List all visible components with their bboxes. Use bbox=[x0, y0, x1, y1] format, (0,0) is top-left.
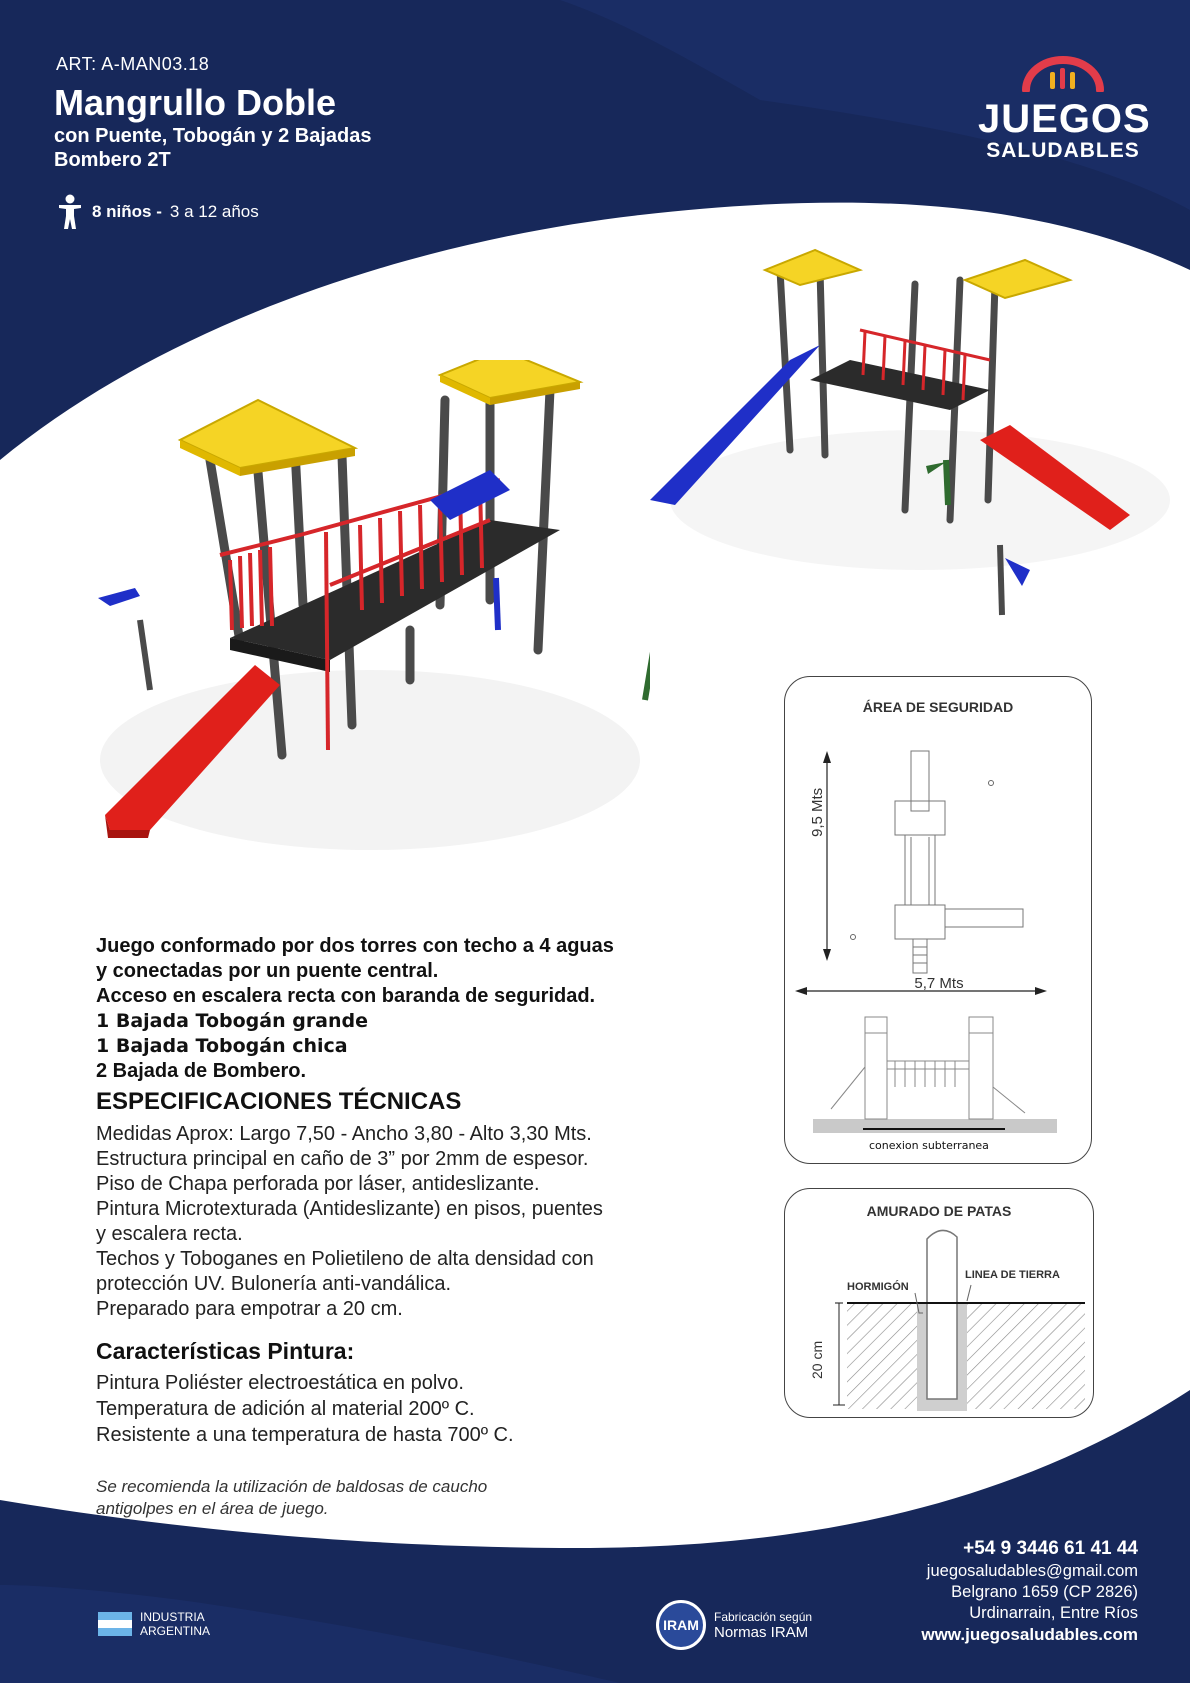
logo-word-saludables: SALUDABLES bbox=[986, 139, 1140, 162]
width-dimension-label: 5,7 Mts bbox=[914, 975, 964, 992]
spec-line: Estructura principal en caño de 3” por 2mm de espesor. bbox=[96, 1148, 589, 1170]
article-number: A-MAN03.18 bbox=[101, 54, 210, 74]
industria-argentina-badge bbox=[98, 1610, 210, 1638]
spec-line: Techos y Toboganes en Polietileno de alta densidad con bbox=[96, 1248, 594, 1270]
spec-line: protección UV. Bulonería anti-vandálica. bbox=[96, 1273, 452, 1295]
description-line-6: 2 Bajada de Bombero. bbox=[96, 1060, 307, 1082]
brand-logo bbox=[978, 56, 1151, 163]
subtitle-line-2: Bombero 2T bbox=[54, 149, 171, 171]
product-subtitle bbox=[54, 124, 474, 172]
description-line-4: 1 Bajada Tobogán grande bbox=[96, 1010, 369, 1032]
concrete-label: HORMIGÓN bbox=[847, 1281, 909, 1293]
spec-line: Medidas Aprox: Largo 7,50 - Ancho 3,80 - Alto 3,30 Mts. bbox=[96, 1123, 592, 1145]
spec-line: Preparado para empotrar a 20 cm. bbox=[96, 1298, 403, 1320]
note-line-1: Se recomienda la utilización de baldosas de caucho bbox=[96, 1477, 488, 1496]
specs-heading: ESPECIFICACIONES TÉCNICAS bbox=[96, 1088, 462, 1115]
connection-label: conexion subterranea bbox=[869, 1139, 989, 1152]
ground-line-label: LINEA DE TIERRA bbox=[965, 1269, 1060, 1281]
spec-line: Piso de Chapa perforada por láser, antideslizante. bbox=[96, 1173, 540, 1195]
description-line-2: y conectadas por un puente central. bbox=[96, 960, 439, 982]
depth-label: 20 cm bbox=[809, 1340, 825, 1379]
subtitle-line-1: con Puente, Tobogán y 2 Bajadas bbox=[54, 125, 372, 147]
paint-line: Temperatura de adición al material 200º C. bbox=[96, 1398, 475, 1420]
email-address[interactable]: juegosaludables@gmail.com bbox=[926, 1562, 1138, 1580]
spec-line: y escalera recta. bbox=[96, 1223, 243, 1245]
iram-line-1: Fabricación según bbox=[714, 1609, 813, 1624]
anchoring-title: AMURADO DE PATAS bbox=[866, 1203, 1012, 1219]
paint-line: Pintura Poliéster electroestática en polvo. bbox=[96, 1372, 464, 1394]
safety-area-diagram bbox=[785, 677, 1093, 1165]
logo-word-juegos: JUEGOS bbox=[978, 97, 1151, 141]
contact-info bbox=[921, 1536, 1138, 1645]
product-description bbox=[96, 934, 696, 1084]
description-line-1: Juego conformado por dos torres con techo a 4 aguas bbox=[96, 935, 614, 957]
playground-render-secondary bbox=[650, 240, 1170, 640]
safety-area-box bbox=[784, 676, 1092, 1164]
industry-line-1: INDUSTRIA bbox=[140, 1610, 205, 1624]
spec-line: Pintura Microtexturada (Antideslizante) en pisos, puentes bbox=[96, 1198, 603, 1220]
recommendation-note bbox=[96, 1476, 576, 1520]
child-icon bbox=[56, 194, 84, 230]
iram-certification bbox=[656, 1600, 812, 1650]
description-line-3: Acceso en escalera recta con baranda de seguridad. bbox=[96, 985, 596, 1007]
kids-count: 8 niños - bbox=[92, 202, 162, 221]
paint-line: Resistente a una temperatura de hasta 700º C. bbox=[96, 1424, 514, 1446]
phone-number[interactable]: +54 9 3446 61 41 44 bbox=[963, 1538, 1138, 1559]
address-line-2: Urdinarrain, Entre Ríos bbox=[969, 1604, 1138, 1622]
height-dimension-label: 9,5 Mts bbox=[809, 787, 826, 837]
iram-badge-icon: IRAM bbox=[656, 1600, 706, 1650]
industry-line-2: ARGENTINA bbox=[140, 1624, 211, 1638]
specs-list bbox=[96, 1122, 696, 1322]
argentina-flag-icon bbox=[98, 1612, 132, 1636]
anchoring-box bbox=[784, 1188, 1094, 1418]
note-line-2: antigolpes en el área de juego. bbox=[96, 1499, 329, 1518]
article-label: ART: bbox=[56, 54, 97, 74]
article-code bbox=[56, 54, 209, 75]
address-line-1: Belgrano 1659 (CP 2826) bbox=[951, 1583, 1138, 1601]
website-link[interactable]: www.juegosaludables.com bbox=[921, 1625, 1138, 1644]
description-line-5: 1 Bajada Tobogán chica bbox=[96, 1035, 348, 1057]
paint-list bbox=[96, 1370, 696, 1448]
capacity-info bbox=[56, 194, 259, 230]
logo-arc-icon bbox=[1020, 56, 1106, 92]
safety-area-title: ÁREA DE SEGURIDAD bbox=[862, 699, 1014, 715]
anchoring-diagram bbox=[785, 1189, 1095, 1419]
product-title: Mangrullo Doble bbox=[54, 82, 336, 123]
paint-heading: Características Pintura: bbox=[96, 1338, 355, 1364]
age-range: 3 a 12 años bbox=[169, 202, 259, 221]
playground-render-main bbox=[90, 360, 650, 900]
iram-line-2: Normas IRAM bbox=[714, 1623, 809, 1641]
